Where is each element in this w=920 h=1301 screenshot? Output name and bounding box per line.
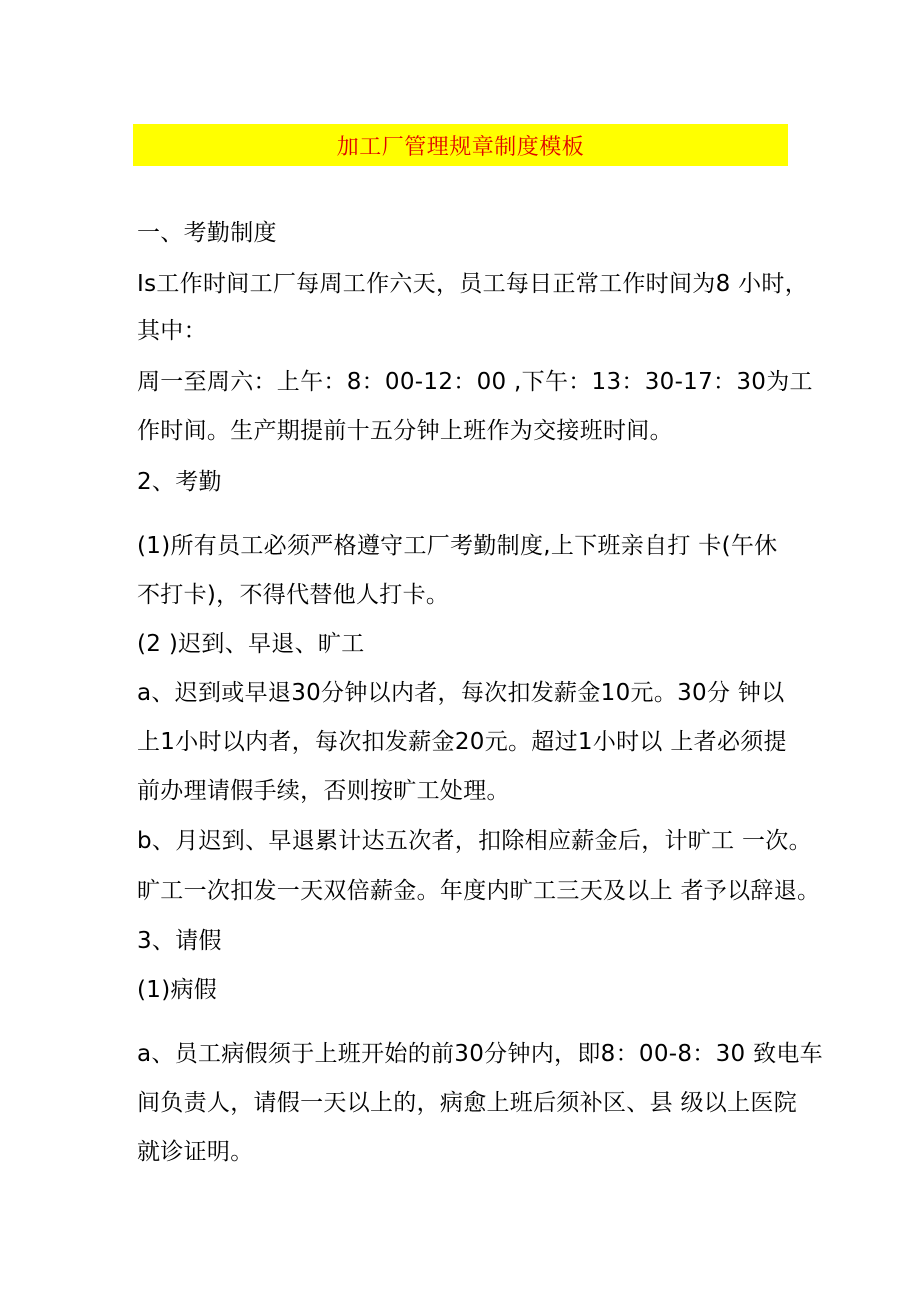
paragraph-line: 前办理请假手续，否则按旷工处理。	[137, 778, 510, 804]
paragraph-line: 旷工一次扣发一天双倍薪金。年度内旷工三天及以上 者予以辞退。	[137, 878, 821, 904]
subsection-heading-sick-leave: (1)病假	[137, 977, 218, 1003]
paragraph-line: Is工作时间工厂每周工作六天，员工每日正常工作时间为8 小时，	[137, 271, 809, 297]
paragraph-line: (1)所有员工必须严格遵守工厂考勤制度,上下班亲自打 卡(午休	[137, 533, 778, 559]
paragraph-line: 其中：	[137, 318, 207, 344]
section-heading-attendance: 2、考勤	[137, 469, 222, 495]
paragraph-line: 上1小时以内者，每次扣发薪金20元。超过1小时以 上者必须提	[137, 729, 787, 755]
title-banner	[133, 124, 788, 166]
paragraph-line: 间负责人，请假一天以上的，病愈上班后须补区、县 级以上医院	[137, 1090, 798, 1116]
paragraph-line: 作时间。生产期提前十五分钟上班作为交接班时间。	[137, 418, 673, 444]
paragraph-line: a、员工病假须于上班开始的前30分钟内，即8：00-8：30 致电车	[137, 1041, 823, 1067]
document-title: 加工厂管理规章制度模板	[336, 134, 585, 160]
paragraph-line: a、迟到或早退30分钟以内者，每次扣发薪金10元。30分 钟以	[137, 680, 785, 706]
section-heading-attendance-system: 一、考勤制度	[137, 220, 277, 246]
paragraph-line: 周一至周六：上午：8：00-12：00 ,下午：13：30-17：30为工	[137, 369, 813, 395]
paragraph-line: 就诊证明。	[137, 1139, 254, 1165]
paragraph-line: 不打卡)，不得代替他人打卡。	[137, 582, 450, 608]
subsection-heading-late-early-absent: (2 )迟到、早退、旷工	[137, 631, 365, 657]
paragraph-line: b、月迟到、早退累计达五次者，扣除相应薪金后，计旷工 一次。	[137, 828, 812, 854]
section-heading-leave: 3、请假	[137, 928, 222, 954]
